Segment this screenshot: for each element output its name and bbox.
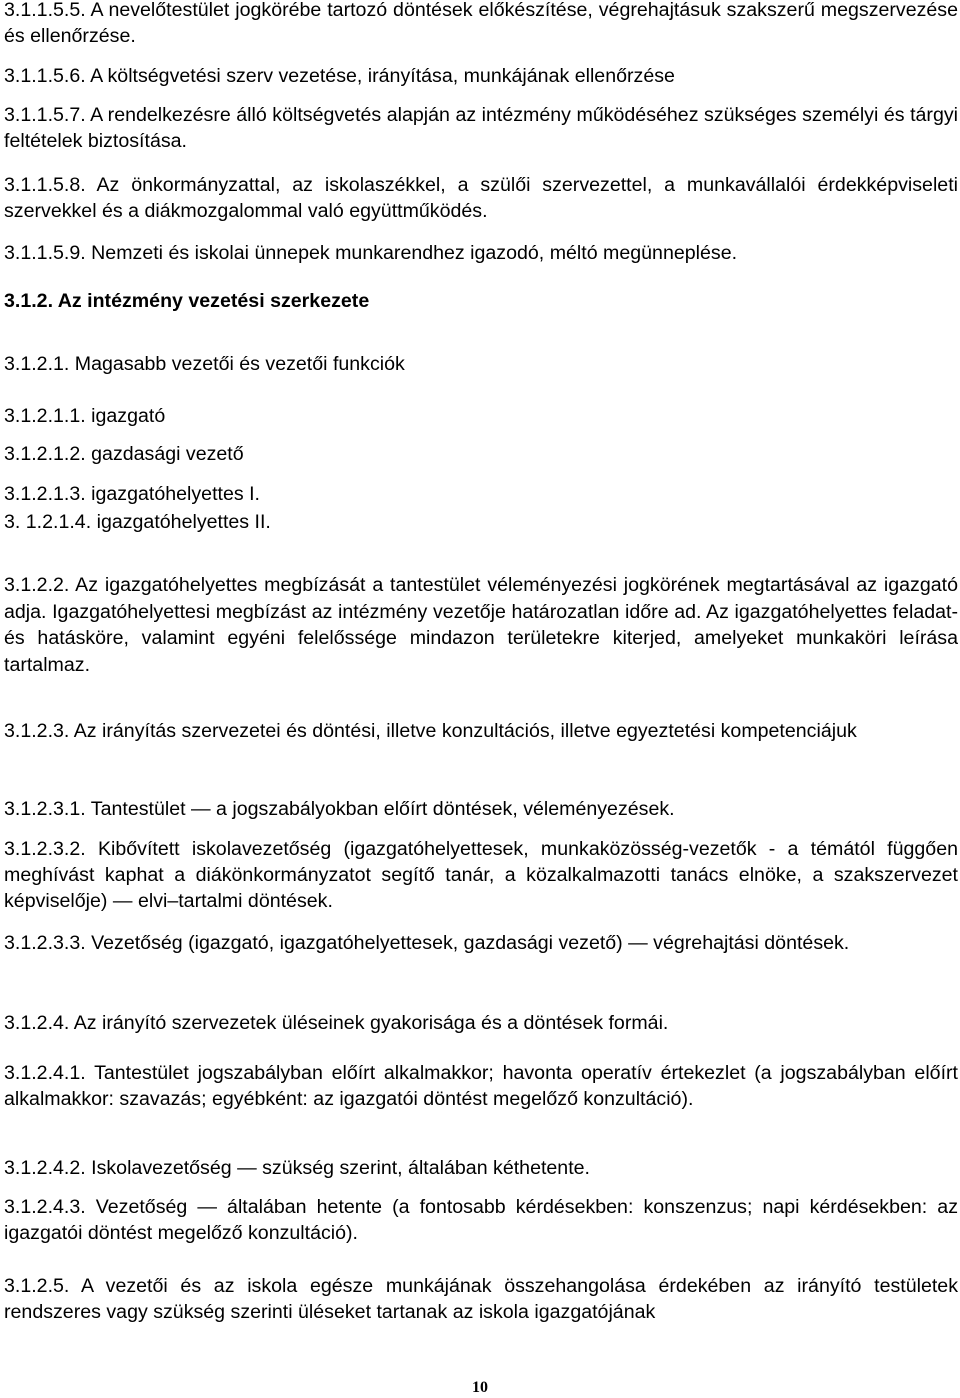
list-item-igazgatohelyettes-2: 3. 1.2.1.4. igazgatóhelyettes II. (4, 511, 271, 533)
paragraph-3-1-2-3-2: 3.1.2.3.2. Kibővített iskolavezetőség (igazgatóhelyettesek, munkaközösség-vezetők - a témától függően meghívást kaphat a diákönkormányzatot segítő tanár, a közalkalmazotti tanács elnöke, a szakszervezet képviselője) — elvi–tartalmi döntések. (4, 838, 958, 912)
paragraph-3-1-1-5-8: 3.1.1.5.8. Az önkormányzattal, az iskolaszékkel, a szülői szervezettel, a munkavállalói érdekképviseleti szervekkel és a diákmozgalommal való együttműködés. (4, 174, 958, 222)
page-number: 10 (472, 1379, 488, 1396)
list-item-igazgatohelyettes-1: 3.1.2.1.3. igazgatóhelyettes I. (4, 483, 260, 505)
paragraph-3-1-1-5-7: 3.1.1.5.7. A rendelkezésre álló költségvetés alapján az intézmény működéséhez szükséges személyi és tárgyi feltételek biztosítása. (4, 104, 958, 152)
list-item-gazdasagi-vezeto: 3.1.2.1.2. gazdasági vezető (4, 443, 244, 465)
paragraph-3-1-2-5: 3.1.2.5. A vezetői és az iskola egésze munkájának összehangolása érdekében az irányító testületek rendszeres vagy szükség szerinti üléseket tartanak az iskola igazgatójának (4, 1275, 958, 1323)
paragraph-3-1-2-4: 3.1.2.4. Az irányító szervezetek üléseinek gyakorisága és a döntések formái. (4, 1012, 669, 1034)
paragraph-3-1-2-3-3: 3.1.2.3.3. Vezetőség (igazgató, igazgatóhelyettesek, gazdasági vezető) — végrehajtási döntések. (4, 932, 850, 954)
paragraph-3-1-2-3: 3.1.2.3. Az irányítás szervezetei és döntési, illetve konzultációs, illetve egyeztetési kompetenciájuk (4, 720, 857, 742)
paragraph-3-1-2-4-1: 3.1.2.4.1. Tantestület jogszabályban előírt alkalmakkor; havonta operatív értekezlet (a jogszabályban előírt alkalmakkor: szavazás; egyébként: az igazgatói döntést megelőző konzultáció). (4, 1062, 958, 1110)
paragraph-3-1-2-3-1: 3.1.2.3.1. Tantestület — a jogszabályokban előírt döntések, véleményezések. (4, 798, 675, 820)
list-item-igazgato: 3.1.2.1.1. igazgató (4, 405, 166, 427)
section-heading-3-1-2: 3.1.2. Az intézmény vezetési szerkezete (4, 290, 370, 312)
paragraph-3-1-2-4-2: 3.1.2.4.2. Iskolavezetőség — szükség szerint, általában kéthetente. (4, 1157, 590, 1179)
paragraph-3-1-1-5-9: 3.1.1.5.9. Nemzeti és iskolai ünnepek munkarendhez igazodó, méltó megünneplése. (4, 242, 738, 264)
paragraph-3-1-2-2: 3.1.2.2. Az igazgatóhelyettes megbízását a tantestület véleményezési jogkörének megtartásával az igazgató adja. Igazgatóhelyettesi megbízást az intézmény vezetője határozatlan időre ad. Az igazgatóhelyettes feladat- és hatásköre, valamint egyéni felelőssége mindazon területekre kiterjed, amelyeket munkaköri leírása tartalmaz. (4, 574, 958, 677)
subheading-3-1-2-1: 3.1.2.1. Magasabb vezetői és vezetői funkciók (4, 353, 405, 375)
paragraph-3-1-1-5-5: 3.1.1.5.5. A nevelőtestület jogkörébe tartozó döntések előkészítése, végrehajtásuk szakszerű megszervezése és ellenőrzése. (4, 0, 958, 47)
paragraph-3-1-2-4-3: 3.1.2.4.3. Vezetőség — általában hetente (a fontosabb kérdésekben: konszenzus; napi kérdésekben: az igazgatói döntést megelőző konzultáció). (4, 1196, 958, 1244)
paragraph-3-1-1-5-6: 3.1.1.5.6. A költségvetési szerv vezetése, irányítása, munkájának ellenőrzése (4, 65, 675, 87)
